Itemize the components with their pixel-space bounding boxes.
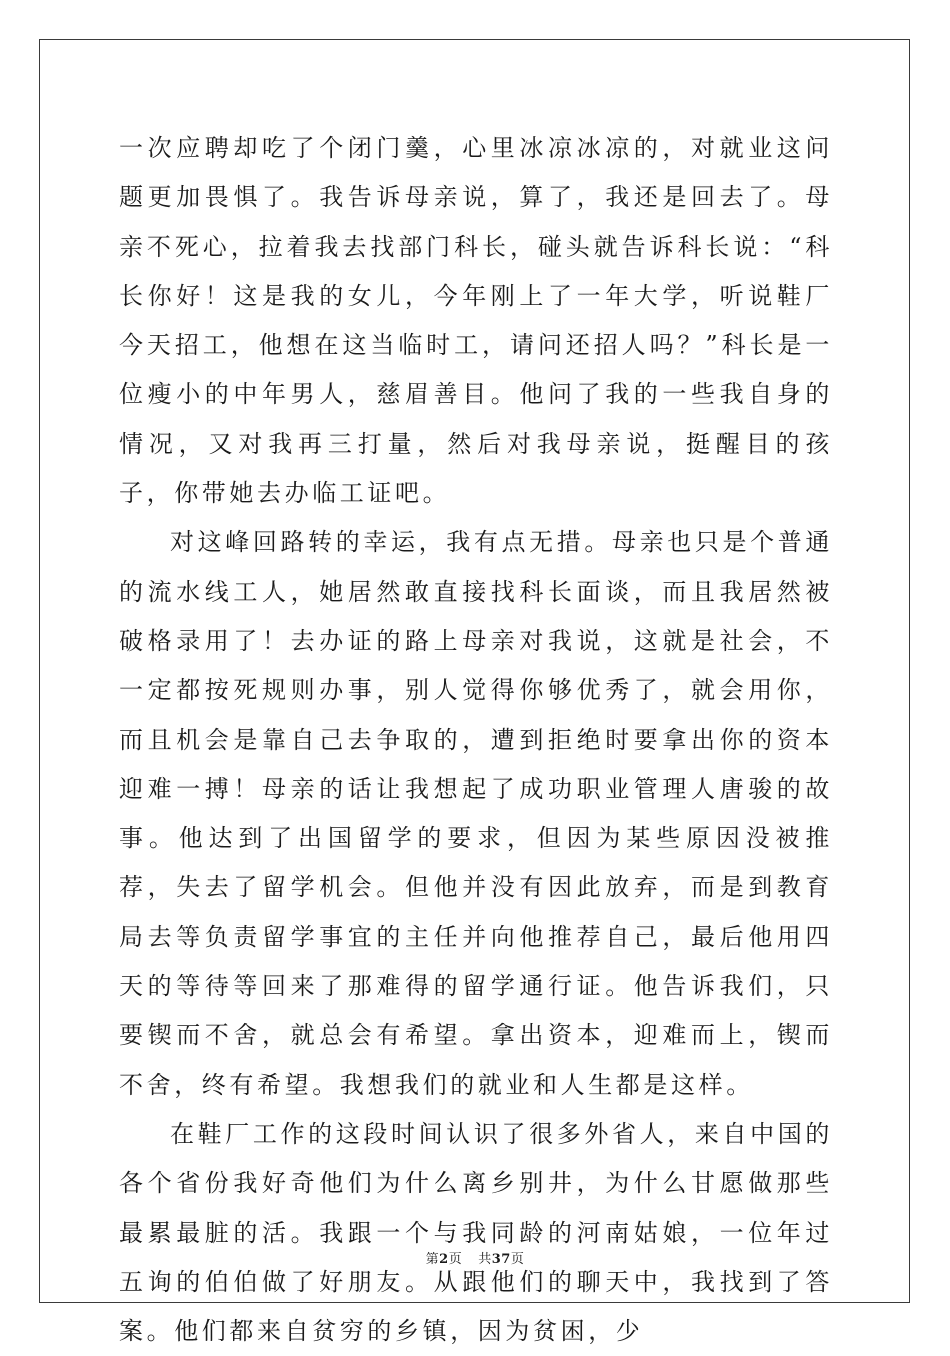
paragraph-2: 对这峰回路转的幸运，我有点无措。母亲也只是个普通的流水线工人，她居然敢直接找科长面谈，而且我居然被破格录用了！去办证的路上母亲对我说，这就是社会，不一定都按死规则办事，别人觉得你够优秀了，就会用你，而且机会是靠自己去争取的，遭到拒绝时要拿出你的资本迎难一搏！母亲的话让我想起了成功职业管理人唐骏的故事。他达到了出国留学的要求，但因为某些原因没被推荐，失去了留学机会。但他并没有因此放弃，而是到教育局去等负责留学事宜的主任并向他推荐自己，最后他用四天的等待等回来了那难得的留学通行证。他告诉我们，只要锲而不舍，就总会有希望。拿出资本，迎难而上，锲而不舍，终有希望。我想我们的就业和人生都是这样。 (119, 528, 833, 1099)
page-number: 2 (439, 1252, 449, 1267)
page-prefix: 第 (425, 1252, 440, 1267)
total-suffix: 页 (510, 1252, 525, 1267)
document-body (119, 124, 833, 1356)
total-prefix: 共 (478, 1252, 492, 1267)
paragraph-1: 一次应聘却吃了个闭门羹，心里冰凉冰凉的，对就业这问题更加畏惧了。我告诉母亲说，算了，我还是回去了。母亲不死心，拉着我去找部门科长，碰头就告诉科长说：“科长你好！这是我的女儿，今年刚上了一年大学，听说鞋厂今天招工，他想在这当临时工，请问还招人吗？”科长是一位瘦小的中年男人，慈眉善目。他问了我的一些我自身的情况，又对我再三打量，然后对我母亲说，挺醒目的孩子，你带她去办临工证吧。 (119, 134, 833, 508)
total-pages: 37 (491, 1252, 511, 1267)
page-suffix: 页 (448, 1252, 463, 1267)
paragraph-3: 在鞋厂工作的这段时间认识了很多外省人，来自中国的各个省份我好奇他们为什么离乡别井，为什么甘愿做那些最累最脏的活。我跟一个与我同龄的河南姑娘，一位年过五询的伯伯做了好朋友。从跟他们的聊天中，我找到了答案。他们都来自贫穷的乡镇，因为贫困，少 (119, 1119, 833, 1346)
page-footer (0, 1248, 950, 1267)
